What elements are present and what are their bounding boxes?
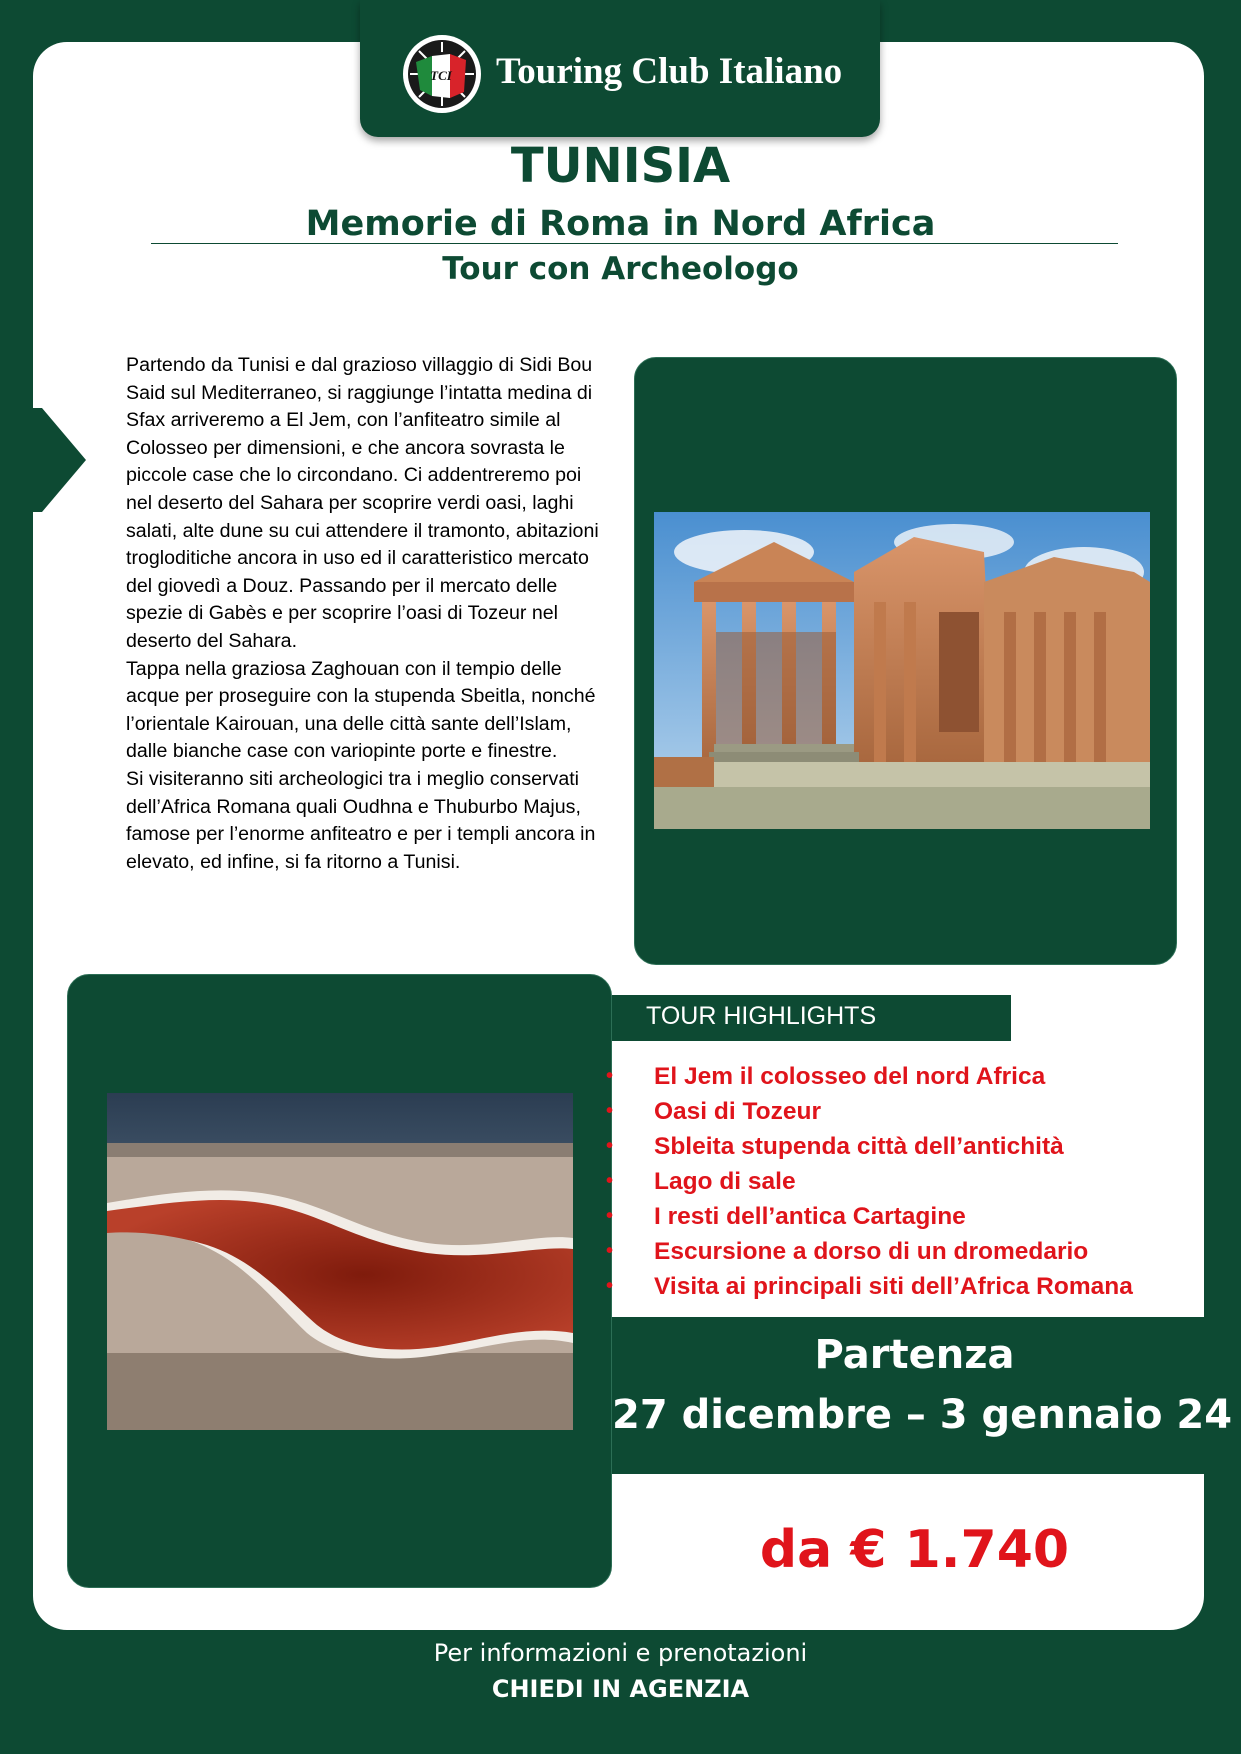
bullet-icon: • [606, 1240, 614, 1262]
bullet-icon: • [606, 1205, 614, 1227]
highlight-item [606, 1164, 1206, 1199]
highlight-text: Lago di sale [654, 1168, 796, 1195]
highlight-text: Oasi di Tozeur [654, 1098, 821, 1125]
highlight-item [606, 1269, 1206, 1304]
price: da € 1.740 [759, 1520, 1070, 1580]
footer-info: Per informazioni e prenotazioni [433, 1639, 808, 1667]
departure-dates: 27 dicembre – 3 gennaio 24 [612, 1392, 1233, 1438]
bullet-icon: • [606, 1170, 614, 1192]
description-paragraph: Tappa nella graziosa Zaghouan con il tempio delle acque per proseguire con la stupenda Sbeitla, nonché l’orientale Kairouan, una delle città sante dell’Islam, dalle bianche case con variopinte porte e finestre. [126, 657, 596, 763]
highlights-list [606, 1059, 1206, 1304]
title-divider [151, 243, 1118, 244]
highlight-item [606, 1199, 1206, 1234]
tour-description [126, 352, 606, 876]
tci-emblem-icon [402, 34, 482, 114]
highlight-text: Escursione a dorso di un dromedario [654, 1238, 1089, 1265]
highlight-text: I resti dell’antica Cartagine [654, 1203, 966, 1230]
brand-name: Touring Club Italiano [496, 51, 843, 92]
highlight-item [606, 1059, 1206, 1094]
emblem-lettering: TCI [430, 68, 452, 83]
page-title: TUNISIA [510, 138, 731, 194]
salt-lake-photo [107, 1093, 573, 1430]
highlight-text: Sbleita stupenda città dell’antichità [654, 1133, 1064, 1160]
page-tagline: Tour con Archeologo [442, 251, 799, 287]
bullet-icon: • [606, 1135, 614, 1157]
arrow-decoration-icon [0, 408, 86, 512]
ruins-photo [654, 512, 1150, 829]
bullet-icon: • [606, 1275, 614, 1297]
highlight-text: El Jem il colosseo del nord Africa [654, 1063, 1046, 1090]
bullet-icon: • [606, 1100, 614, 1122]
footer-cta: CHIEDI IN AGENZIA [491, 1675, 750, 1703]
highlight-item [606, 1234, 1206, 1269]
highlight-item [606, 1094, 1206, 1129]
highlights-heading-bar [612, 995, 1011, 1041]
page-subtitle: Memorie di Roma in Nord Africa [305, 204, 936, 244]
highlight-item [606, 1129, 1206, 1164]
departure-label: Partenza [814, 1332, 1015, 1378]
highlight-text: Visita ai principali siti dell’Africa Romana [654, 1273, 1133, 1300]
departure-band [612, 1317, 1241, 1474]
bullet-icon: • [606, 1065, 614, 1087]
description-paragraph: Partendo da Tunisi e dal grazioso villaggio di Sidi Bou Said sul Mediterraneo, si raggiunge l’intatta medina di Sfax arriveremo a El Jem, con l’anfiteatro simile al Colosseo per dimensioni, e che ancora sovrasta le piccole case che lo circondano. Ci addentreremo poi nel deserto del Sahara per scoprire verdi oasi, laghi salati, alte dune su cui attendere il tramonto, abitazioni trogloditiche ancora in uso ed il caratteristico mercato del giovedì a Douz. Passando per il mercato delle spezie di Gabès e per scoprire l’oasi di Tozeur nel deserto del Sahara. [126, 354, 599, 652]
description-paragraph: Si visiteranno siti archeologici tra i meglio conservati dell’Africa Romana quali Oudhna e Thuburbo Majus, famose per l’enorme anfiteatro e per i templi ancora in elevato, ed infine, si fa ritorno a Tunisi. [126, 767, 596, 873]
highlights-heading: TOUR HIGHLIGHTS [646, 1002, 877, 1030]
